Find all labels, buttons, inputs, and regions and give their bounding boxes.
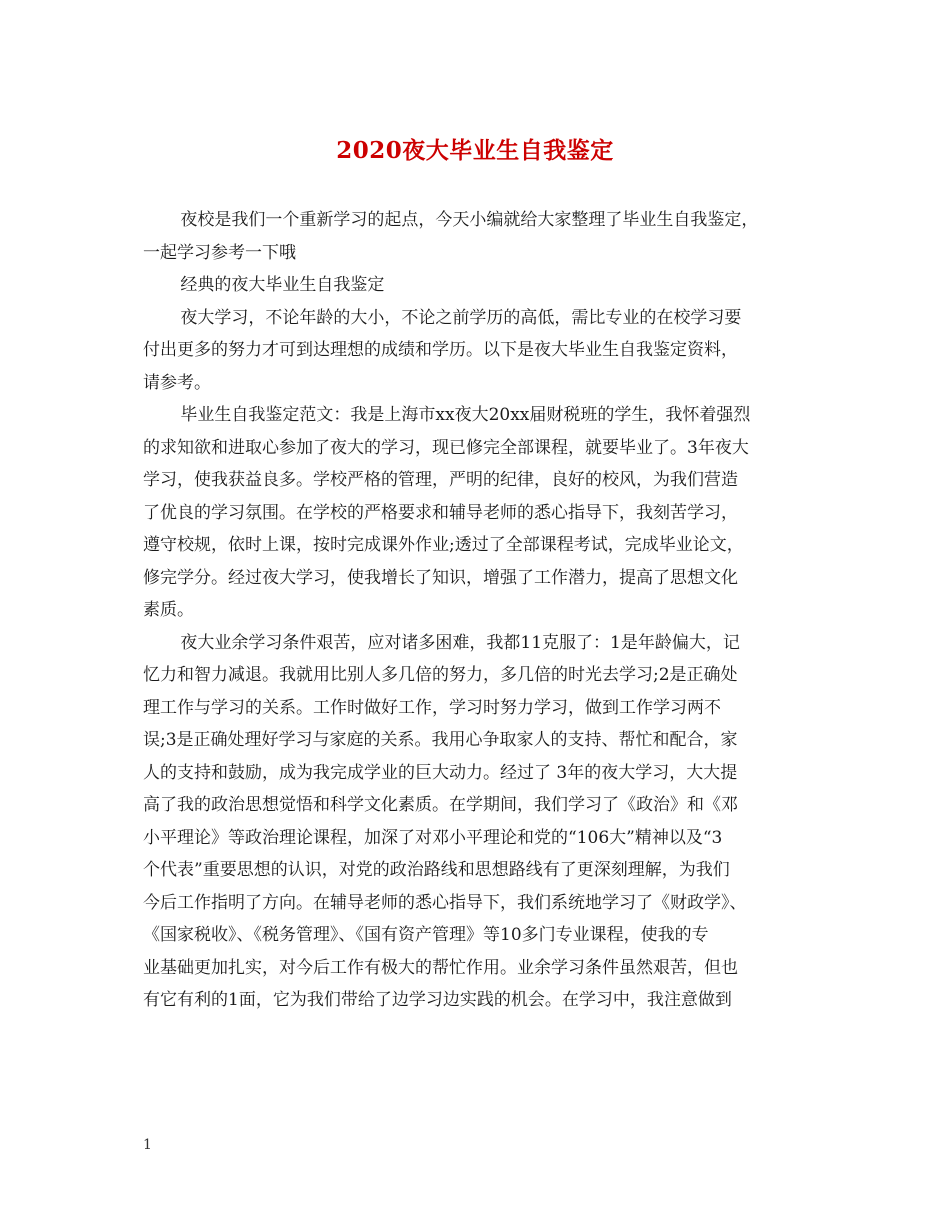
paragraph-overview: 夜大学习，不论年龄的大小，不论之前学历的高低，需比专业的在校学习要 付出更多的努力才可到达理想的成绩和学历。以下是夜大毕业生自我鉴定资料， 请参考。 [143,307,742,393]
paragraph-difficulties: 夜大业余学习条件艰苦，应对诸多困难，我都11克服了：1是年龄偏大，记 忆力和智力减退。我就用比别人多几倍的努力，多几倍的时光去学习;2是正确处 理工作与学习的关系。工作时做好工作，学习时努力学习，做到工作学习两不 误;3是正确处理好学习与家庭的关系。我用心争取家人的支持、帮忙和配合，家 人的支持和鼓励，成为我完成学业的巨大动力。经过了 3年的夜大学习，大大提 高了我的政治思想觉悟和科学文化素质。在学期间，我们学习了《政治》和《邓 小平理论》等政治理论课程，加深了对邓小平理论和党的“106大”精神以及“3 个代表”重要思想的认识，对党的政治路线和思想路线有了更深刻理解，为我们 今后工作指明了方向。在辅导老师的悉心指导下，我们系统地学习了《财政学》、 《国家税收》、《税务管理》、《国有资产管理》等10多门专业课程，使我的专 业基础更加扎实，对今后工作有极大的帮忙作用。业余学习条件虽然艰苦，但也 有它有利的1面，它为我们带给了边学习边实践的机会。在学习中，我注意做到 [143,632,747,1010]
document-title: 2020夜大毕业生自我鉴定 [336,137,614,164]
document-body [143,204,807,1017]
paragraph-sample-essay: 毕业生自我鉴定范文：我是上海市xx夜大20xx届财税班的学生，我怀着强烈 的求知欲和进取心参加了夜大的学习，现已修完全部课程，就要毕业了。3年夜大 学习，使我获益良多。学校严格的管理，严明的纪律，良好的校风，为我们营造 了优良的学习氛围。在学校的严格要求和辅导老师的悉心指导下，我刻苦学习， 遵守校规，依时上课，按时完成课外作业;透过了全部课程考试，完成毕业论文， 修完学分。经过夜大学习，使我增长了知识，增强了工作潜力，提高了思想文化 素质。 [143,405,751,620]
paragraph-subheading: 经典的夜大毕业生自我鉴定 [180,275,385,295]
paragraph-intro: 夜校是我们一个重新学习的起点，今天小编就给大家整理了毕业生自我鉴定， 一起学习参考一下哦 [143,210,759,263]
page-number: 1 [143,1137,152,1153]
